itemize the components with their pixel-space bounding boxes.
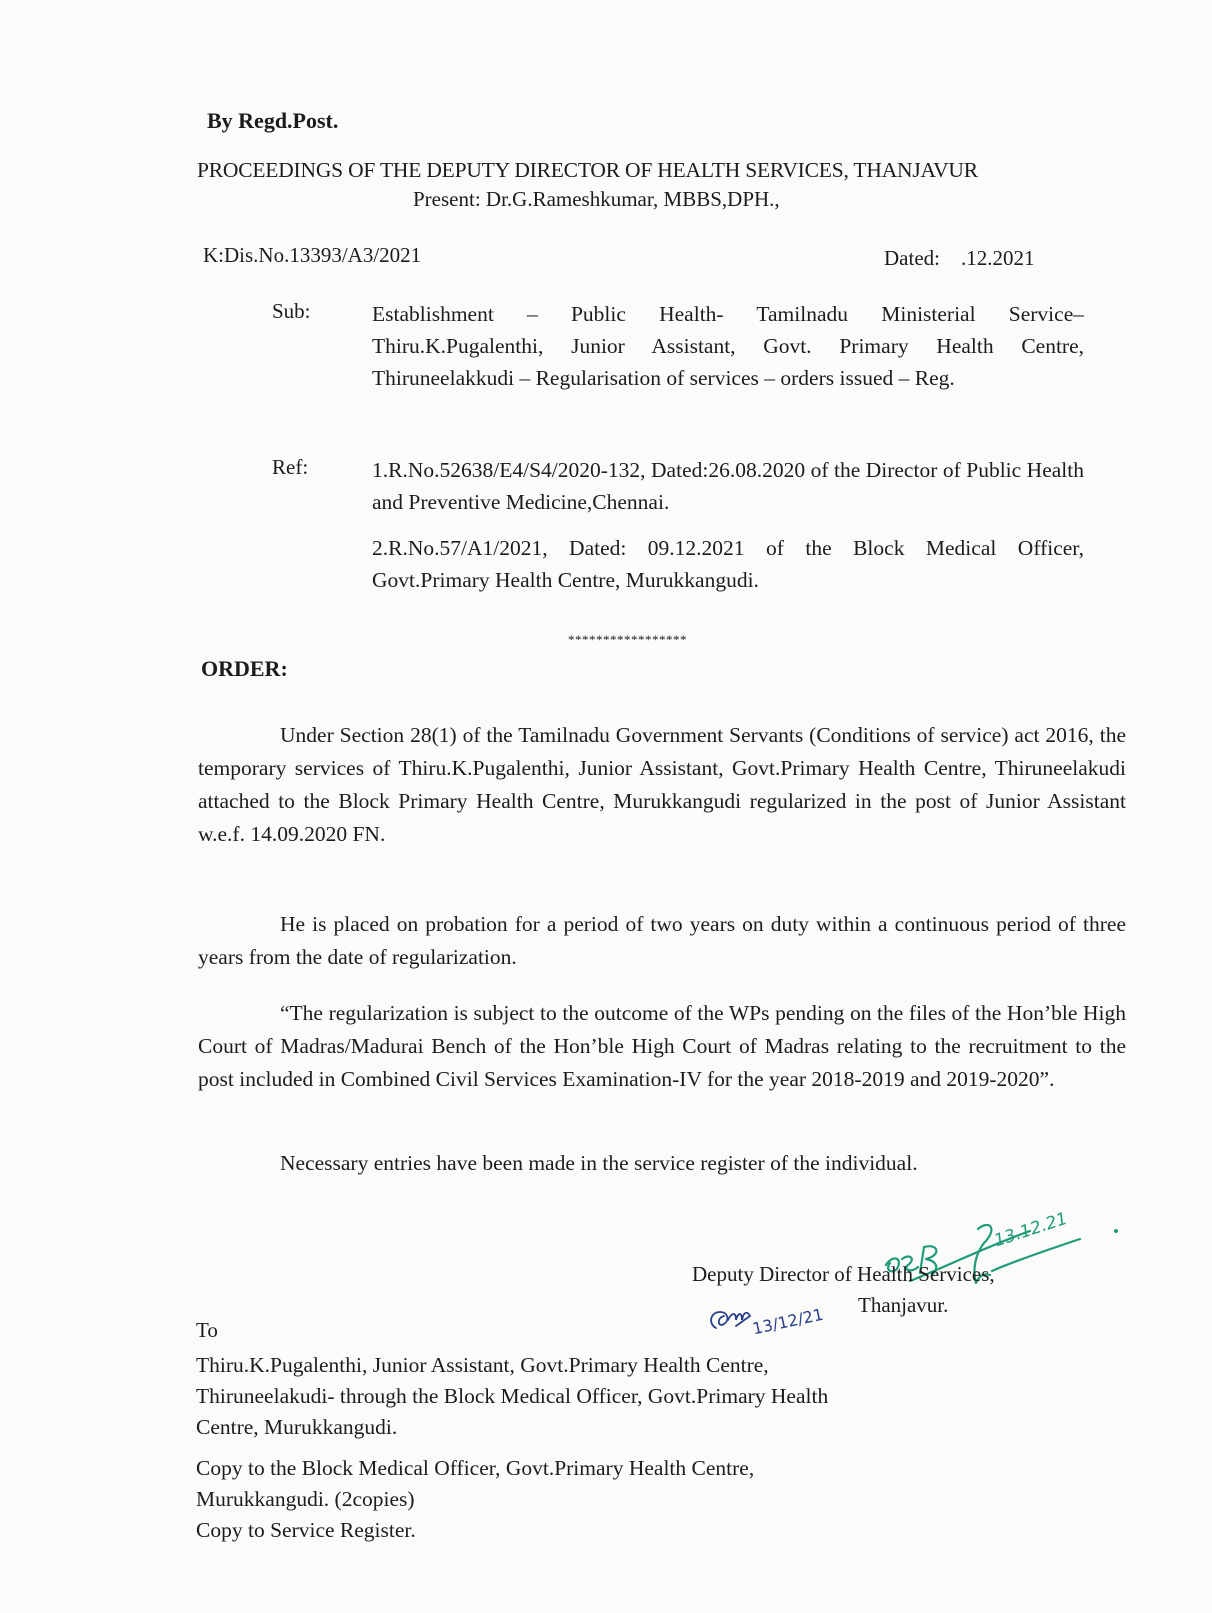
subject-text: Establishment – Public Health- Tamilnadu Ministerial Service– Thiru.K.Pugalenthi, Junior Assistant, Govt. Primary Health Centre, Thiruneelakkudi – Regularisation of services – orders issued – Reg.: [372, 302, 1084, 390]
address-line: Thiruneelakudi- through the Block Medical Officer, Govt.Primary Health: [196, 1384, 829, 1408]
initials-mark: [706, 1306, 756, 1336]
copy-line: Murukkangudi. (2copies): [196, 1487, 415, 1511]
reference-number: K:Dis.No.13393/A3/2021: [203, 243, 422, 267]
signature-dot: [1114, 1229, 1118, 1233]
signatory-title: Deputy Director of Health Services,: [692, 1262, 995, 1286]
document-heading: PROCEEDINGS OF THE DEPUTY DIRECTOR OF HEALTH SERVICES, THANJAVUR: [197, 158, 978, 182]
copy-line: Copy to the Block Medical Officer, Govt.Primary Health Centre,: [196, 1456, 755, 1480]
address-line: Centre, Murukkangudi.: [196, 1415, 398, 1439]
subject-label: Sub:: [272, 299, 311, 323]
order-paragraph: Under Section 28(1) of the Tamilnadu Government Servants (Conditions of service) act 2016, the temporary services of Thiru.K.Pugalenthi, Junior Assistant, Govt.Primary Health Centre, Thiruneelakudi attached to the Block Primary Health Centre, Murukkangudi regularized in the post of Junior Assistant w.e.f. 14.09.2020 FN.: [198, 723, 1126, 846]
initials-stroke: [728, 1313, 750, 1326]
reference-item: 1.R.No.52638/E4/S4/2020-132, Dated:26.08.2020 of the Director of Public Health and Preventive Medicine,Chennai.: [372, 458, 1084, 514]
initials-stroke: [711, 1312, 727, 1328]
signature-date: 13.12.21: [991, 1208, 1070, 1252]
presiding-officer: Present: Dr.G.Rameshkumar, MBBS,DPH.,: [413, 187, 780, 211]
address-line: Thiru.K.Pugalenthi, Junior Assistant, Govt.Primary Health Centre,: [196, 1353, 769, 1377]
separator-stars: *****************: [568, 632, 687, 647]
order-paragraph: He is placed on probation for a period of two years on duty within a continuous period of three years from the date of regularization.: [198, 912, 1126, 969]
order-paragraph: Necessary entries have been made in the service register of the individual.: [280, 1151, 918, 1175]
signatory-place: Thanjavur.: [858, 1293, 949, 1317]
order-title: ORDER:: [201, 656, 288, 681]
to-label: To: [196, 1318, 218, 1342]
copy-line: Copy to Service Register.: [196, 1518, 416, 1542]
dispatch-mode: By Regd.Post.: [207, 108, 339, 133]
references-label: Ref:: [272, 455, 309, 479]
reference-item: 2.R.No.57/A1/2021, Dated: 09.12.2021 of the Block Medical Officer, Govt.Primary Health Centre, Murukkangudi.: [372, 536, 1084, 592]
initials-date: 13/12/21: [750, 1304, 826, 1339]
order-paragraph: “The regularization is subject to the outcome of the WPs pending on the files of the Hon’ble High Court of Madras/Madurai Bench of the Hon’ble High Court of Madras relating to the recruitment to the post included in Combined Civil Services Examination-IV for the year 2018-2019 and 2019-2020”.: [198, 1001, 1126, 1091]
issue-date: Dated: .12.2021: [884, 246, 1035, 270]
